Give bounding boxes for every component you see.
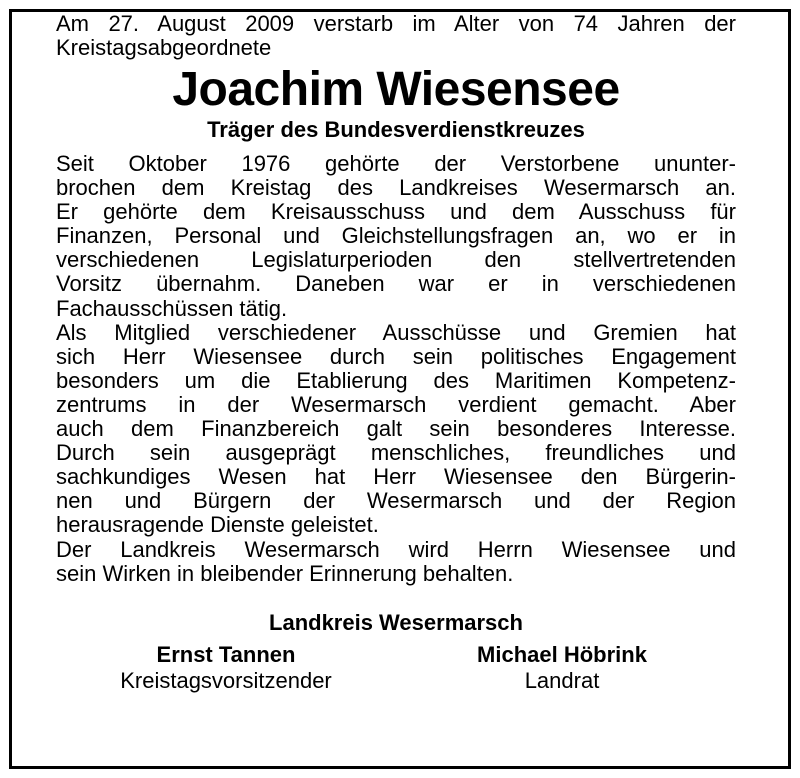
body-line: auch dem Finanzbereich galt sein besonderes Interesse. <box>56 416 736 442</box>
signer-title: Kreistagsvorsitzender <box>120 667 332 693</box>
body-line: sich Herr Wiesensee durch sein politisches Engagement <box>56 343 736 369</box>
signer-title: Landrat <box>524 667 600 693</box>
signer-left <box>56 642 396 694</box>
body-line: sachkundiges Wesen hat Herr Wiesensee den Bürgerin- <box>56 464 736 490</box>
body-line: Der Landkreis Wesermarsch wird Herrn Wiesensee und <box>56 536 736 562</box>
intro-text <box>56 12 736 60</box>
organization-name: Landkreis Wesermarsch <box>269 609 523 635</box>
body-line: nen und Bürgern der Wesermarsch und der Region <box>56 488 736 514</box>
signer-name: Michael Höbrink <box>477 641 647 667</box>
body-line: Finanzen, Personal und Gleichstellungsfragen an, wo er in <box>56 223 736 249</box>
body-line: sein Wirken in bleibender Erinnerung behalten. <box>56 560 514 586</box>
body-line: Fachausschüssen tätig. <box>56 295 288 321</box>
signer-name: Ernst Tannen <box>156 641 296 667</box>
body-line: Seit Oktober 1976 gehörte der Verstorbene ununter- <box>56 151 736 176</box>
signer-right <box>412 642 712 694</box>
signers <box>56 642 736 694</box>
body-line: Vorsitz übernahm. Daneben war er in verschiedenen <box>56 271 736 297</box>
body-line: verschiedenen Legislaturperioden den stellvertretenden <box>56 247 736 273</box>
obituary-notice <box>56 12 736 694</box>
intro-line: Am 27. August 2009 verstarb im Alter von 74 Jahren der <box>56 11 736 36</box>
honor-subtitle: Träger des Bundesverdienstkreuzes <box>207 117 585 142</box>
intro-line: Kreistagsabgeordnete <box>56 35 272 60</box>
body-line: herausragende Dienste geleistet. <box>56 512 379 538</box>
body-line: brochen dem Kreistag des Landkreises Wesermarsch an. <box>56 175 736 201</box>
body-line: Er gehörte dem Kreisausschuss und dem Ausschuss für <box>56 199 736 225</box>
body-line: Als Mitglied verschiedener Ausschüsse und Gremien hat <box>56 319 736 345</box>
body-line: Durch sein ausgeprägt menschliches, freundliches und <box>56 440 736 466</box>
body-text <box>56 152 736 586</box>
body-line: zentrums in der Wesermarsch verdient gemacht. Aber <box>56 391 736 417</box>
body-line: besonders um die Etablierung des Maritimen Kompetenz- <box>56 367 736 393</box>
deceased-name: Joachim Wiesensee <box>172 63 620 116</box>
